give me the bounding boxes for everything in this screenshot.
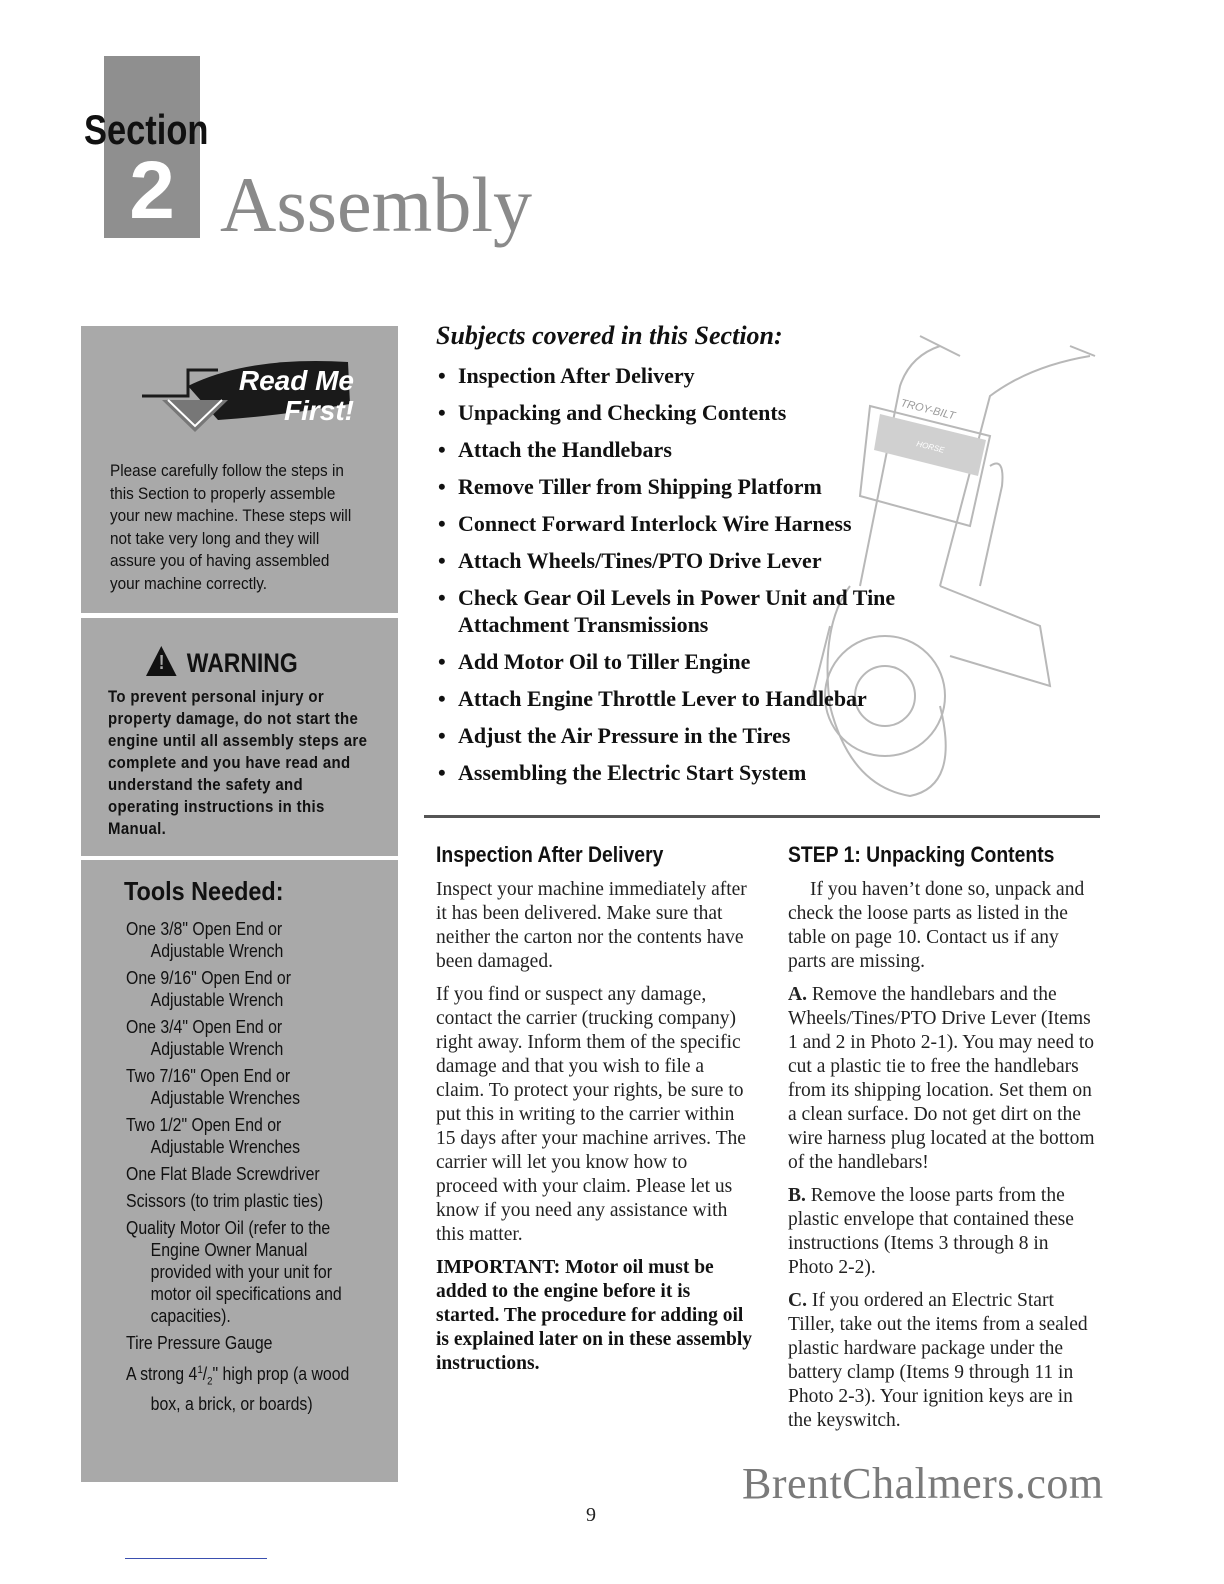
read-me-line2: First! [284,395,354,426]
watermark: BrentChalmers.com [742,1459,1104,1508]
subject-item: • Attach Wheels/Tines/PTO Drive Lever [438,548,822,573]
subject-item: • Connect Forward Interlock Wire Harness [438,511,852,536]
section-divider [424,815,1100,818]
tiller-model-label: HORSE [915,439,946,455]
subject-item: • Add Motor Oil to Tiller Engine [438,649,751,674]
tool-item: One 3/4" Open End or Adjustable Wrench [126,1017,284,1059]
step1-item-b: B. Remove the loose parts from the plastic envelope that contained these instructions (Items 3 through 8 in Photo 2-2). [788,1185,1074,1278]
inspection-paragraph-2: If you find or suspect any damage, contact the carrier (trucking company) right away. Inform them of the specific damage and that you wish to file a claim. To protect your rights, be sure to put this in writing to the carrier within 15 days after your machine arrives. The carrier will let you know how to proceed with your claim. Please let us know if you need any assistance with this matter. [436,984,746,1245]
step1-item-c: C. If you ordered an Electric Start Tiller, take out the items from a sealed plastic hardware package under the battery clamp (Items 9 through 11 in Photo 2-3). Your ignition keys are in the keyswitch. [788,1290,1088,1431]
page-number: 9 [586,1504,596,1526]
step1-column [788,878,1098,1442]
warning-triangle-icon: ! [146,646,177,676]
inspection-paragraph-1: Inspect your machine immediately after it has been delivered. Make sure that neither the carton nor the contents have been damaged. [436,879,747,972]
section-number: 2 [129,145,175,236]
page-title: Assembly [220,161,532,248]
tool-item: Scissors (to trim plastic ties) [126,1191,324,1211]
warning-text: To prevent personal injury or property damage, do not start the engine until all assembly steps are complete and you have read and understand the safety and operating instructions in this Manual. [108,687,368,838]
subject-item: • Adjust the Air Pressure in the Tires [438,723,791,748]
subjects-heading: Subjects covered in this Section: [436,321,783,350]
read-me-line1: Read Me [238,365,354,396]
inspection-column [436,878,752,1385]
step1-heading: STEP 1: Unpacking Contents [788,842,1055,867]
tool-item: One Flat Blade Screwdriver [126,1164,320,1184]
inspection-heading: Inspection After Delivery [436,842,664,867]
tool-item: Tire Pressure Gauge [126,1333,273,1353]
subject-item: • Attach Engine Throttle Lever to Handlebar [438,686,867,711]
subject-item: • Inspection After Delivery [438,363,695,388]
subject-item: • Remove Tiller from Shipping Platform [438,474,822,499]
read-me-badge [218,366,354,426]
tools-list [126,918,350,1420]
step1-intro: If you haven’t done so, unpack and check the loose parts as listed in the table on page 10. Contact us if any parts are missing. [788,879,1085,972]
tool-item: Quality Motor Oil (refer to the Engine Owner Manual provided with your unit for motor oil specifications and capacities). [126,1218,342,1326]
tool-item-prop: A strong $4^1/_2$" high prop (a wood box, a brick, or boards) [126,1364,350,1414]
tiller-brand-label: TROY-BILT [899,397,957,423]
tool-item: Two 7/16" Open End or Adjustable Wrenches [126,1066,301,1108]
tool-item: One 3/8" Open End or Adjustable Wrench [126,919,284,961]
subject-item: • Unpacking and Checking Contents [438,400,787,425]
section-label: Section [84,106,209,153]
footer-rule [125,1558,267,1559]
important-note: IMPORTANT: Motor oil must be added to the engine before it is started. The procedure for adding oil is explained later on in these assembly instructions. [436,1257,752,1374]
warning-title: WARNING [186,648,298,678]
subject-item: • Assembling the Electric Start System [438,760,807,785]
step1-item-a: A. Remove the handlebars and the Wheels/Tines/PTO Drive Lever (Items 1 and 2 in Photo 2-1). You may need to cut a plastic tie to free the handlebars from its shipping location. Set them on a clean surface. Do not get dirt on the wire harness plug located at the bottom of the handlebars! [788,984,1095,1173]
warning-heading [146,646,298,679]
read-me-text: Please carefully follow the steps in this Section to properly assemble your new machine. These steps will not take very long and they will assure you of having assembled your machine correctly. [110,461,352,593]
tool-item: Two 1/2" Open End or Adjustable Wrenches [126,1115,301,1157]
tool-item: One 9/16" Open End or Adjustable Wrench [126,968,292,1010]
subject-item: • Check Gear Oil Levels in Power Unit and Tine Attachment Transmissions [438,585,896,637]
subject-item: • Attach the Handlebars [438,437,672,462]
tools-heading: Tools Needed: [124,876,284,906]
subjects-list [438,362,958,796]
